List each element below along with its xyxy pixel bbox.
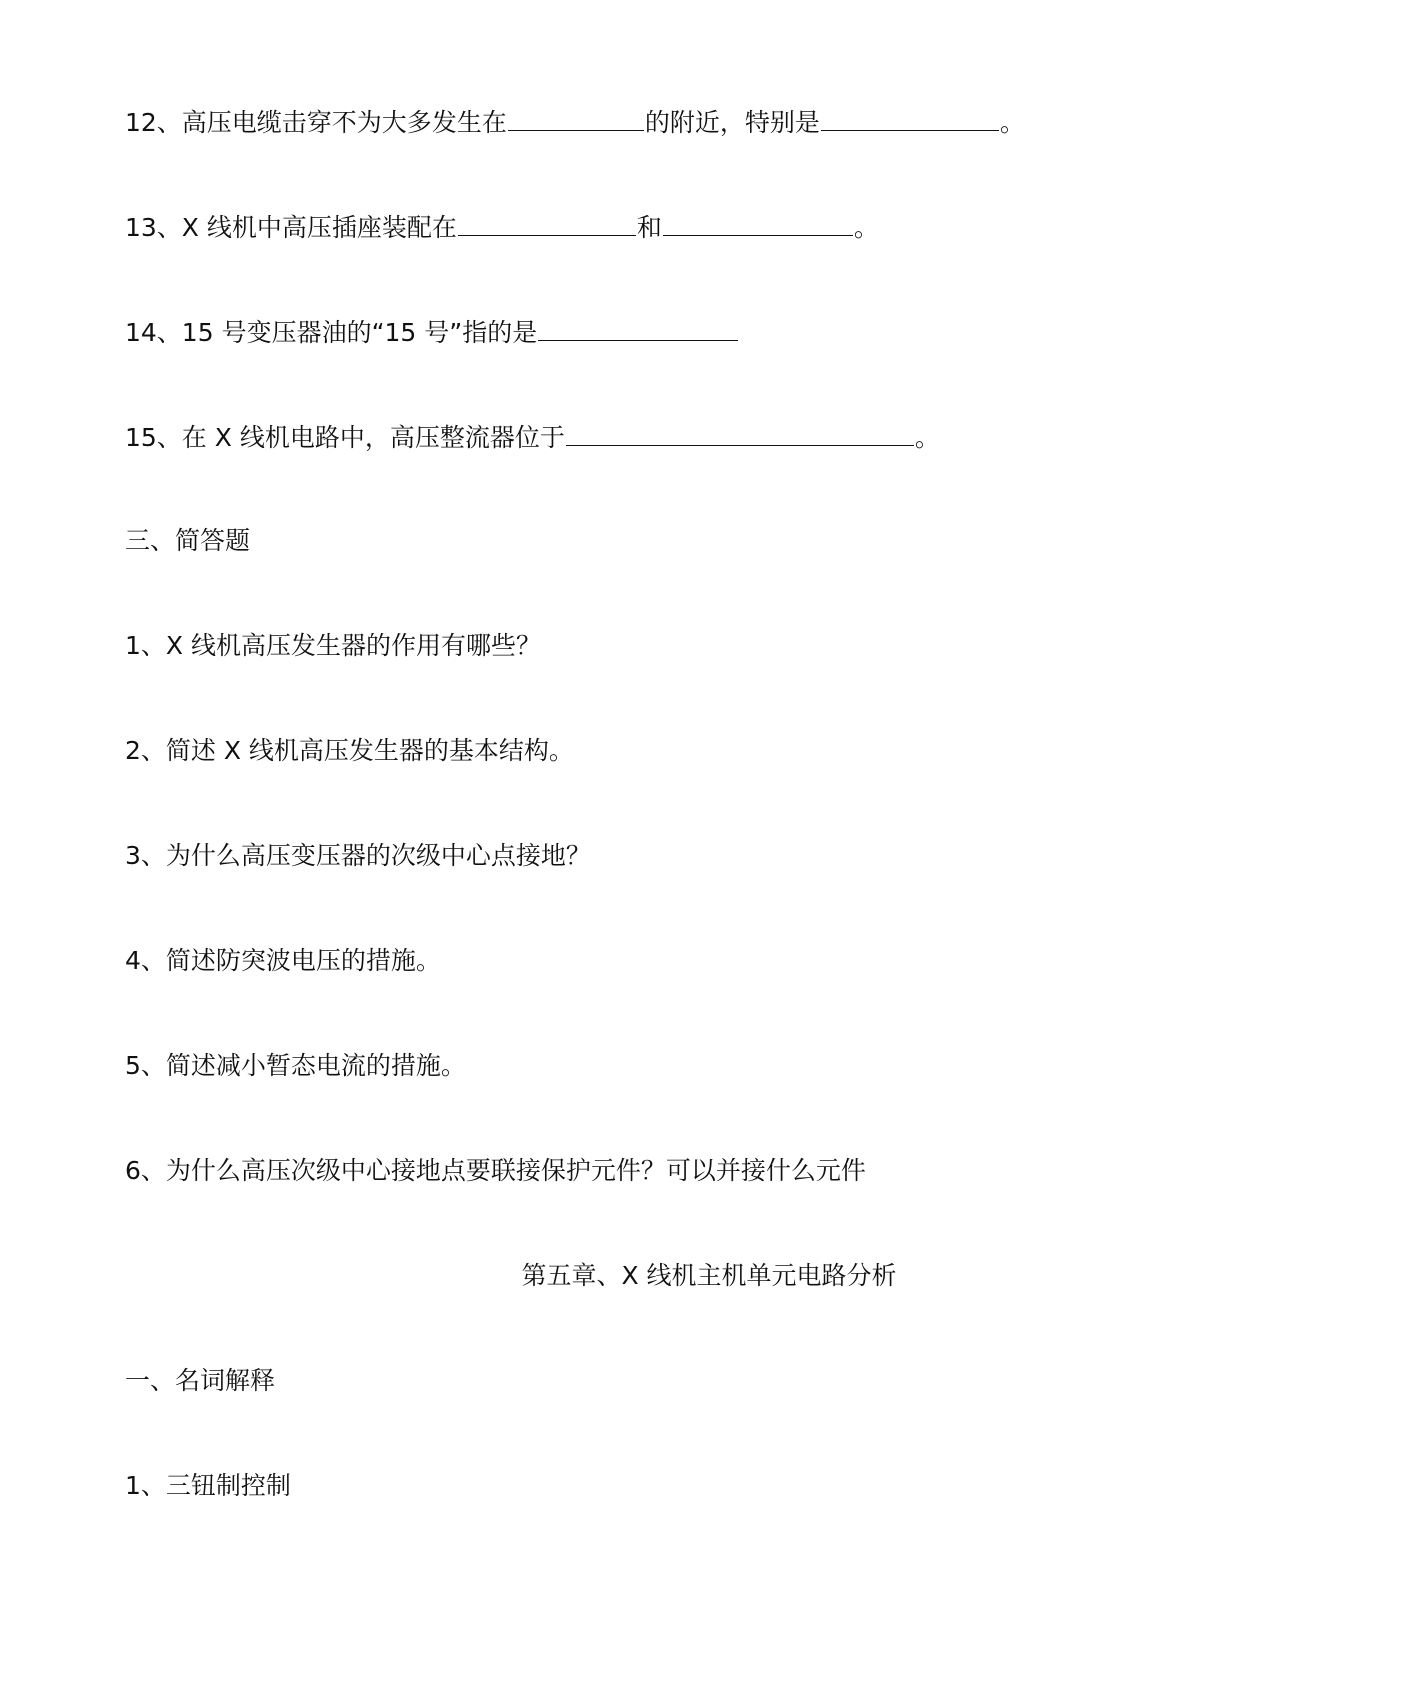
answer-blank[interactable] (566, 419, 914, 446)
question-12 (125, 104, 1025, 140)
question-13 (125, 209, 879, 245)
question-12-text-1: 12、高压电缆击穿不为大多发生在 (125, 108, 507, 137)
section-heading-short-answer: 三、简答题 (125, 526, 251, 555)
short-answer-item: 6、为什么高压次级中心接地点要联接保护元件？可以并接什么元件 (125, 1156, 866, 1185)
question-15-text-1: 15、在 X 线机电路中，高压整流器位于 (125, 423, 565, 452)
section-heading-terms: 一、名词解释 (125, 1366, 276, 1395)
question-14-text-1: 14、15 号变压器油的“15 号”指的是 (125, 318, 538, 347)
answer-blank[interactable] (458, 209, 636, 236)
question-12-text-3: 。 (999, 108, 1025, 137)
answer-blank[interactable] (821, 104, 999, 131)
short-answer-item: 2、简述 X 线机高压发生器的基本结构。 (125, 736, 574, 765)
chapter-title: 第五章、X 线机主机单元电路分析 (521, 1261, 897, 1290)
term-item: 1、三钮制控制 (125, 1471, 291, 1500)
short-answer-item: 4、简述防突波电压的措施。 (125, 946, 441, 975)
answer-blank[interactable] (663, 209, 853, 236)
short-answer-item: 1、X 线机高压发生器的作用有哪些？ (125, 631, 541, 660)
question-14 (125, 314, 739, 350)
question-13-text-2: 和 (636, 213, 662, 242)
question-13-text-1: 13、X 线机中高压插座装配在 (125, 213, 457, 242)
question-15 (125, 419, 940, 455)
short-answer-item: 5、简述减小暂态电流的措施。 (125, 1051, 466, 1080)
question-13-text-3: 。 (853, 213, 879, 242)
question-15-text-2: 。 (914, 423, 940, 452)
answer-blank[interactable] (538, 314, 738, 341)
question-12-text-2: 的附近，特别是 (644, 108, 820, 137)
answer-blank[interactable] (508, 104, 644, 131)
short-answer-item: 3、为什么高压变压器的次级中心点接地？ (125, 841, 591, 870)
